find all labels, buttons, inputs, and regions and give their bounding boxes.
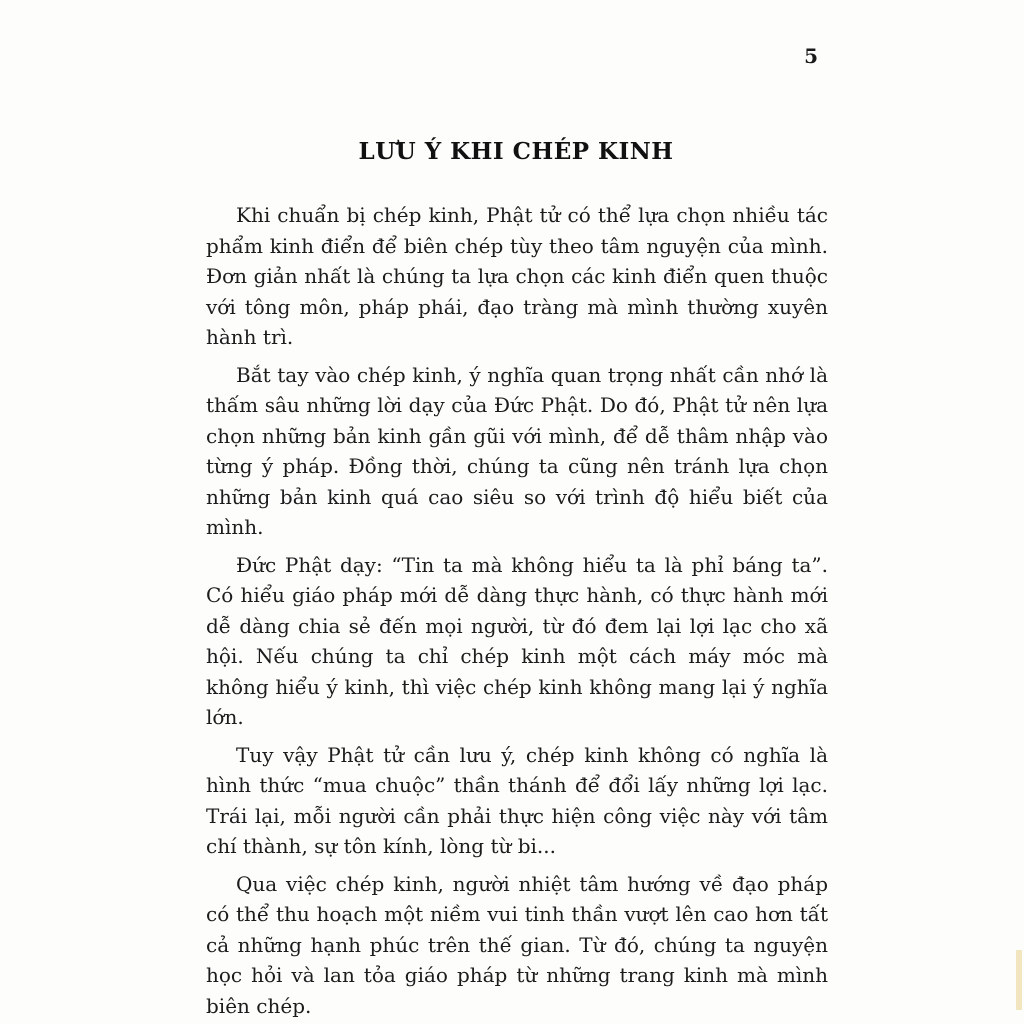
paragraph: Tuy vậy Phật tử cần lưu ý, chép kinh không có nghĩa là hình thức “mua chuộc” thần thánh để đổi lấy những lợi lạc. Trái lại, mỗi người cần phải thực hiện công việc này với tâm chí thành, sự tôn kính, lòng từ bi... bbox=[206, 742, 828, 858]
paragraph: Bắt tay vào chép kinh, ý nghĩa quan trọng nhất cần nhớ là thấm sâu những lời dạy của Đức Phật. Do đó, Phật tử nên lựa chọn những bản kinh gần gũi với mình, để dễ thâm nhập vào từng ý pháp. Đồng thời, chúng ta cũng nên tránh lựa chọn những bản kinh quá cao siêu so với trình độ hiểu biết của mình. bbox=[206, 362, 828, 539]
page-edge-mark bbox=[1016, 950, 1022, 1010]
paragraph: Đức Phật dạy: “Tin ta mà không hiểu ta là phỉ báng ta”. Có hiểu giáo pháp mới dễ dàng thực hành, có thực hành mới dễ dàng chia sẻ đến mọi người, từ đó đem lại lợi lạc cho xã hội. Nếu chúng ta chỉ chép kinh một cách máy móc mà không hiểu ý kinh, thì việc chép kinh không mang lại ý nghĩa lớn. bbox=[206, 552, 828, 729]
body-text bbox=[206, 200, 828, 1024]
page-title: LƯU Ý KHI CHÉP KINH bbox=[358, 138, 674, 165]
page-number: 5 bbox=[804, 44, 818, 68]
paragraph: Khi chuẩn bị chép kinh, Phật tử có thể lựa chọn nhiều tác phẩm kinh điển để biên chép tùy theo tâm nguyện của mình. Đơn giản nhất là chúng ta lựa chọn các kinh điển quen thuộc với tông môn, pháp phái, đạo tràng mà mình thường xuyên hành trì. bbox=[206, 203, 828, 349]
paragraph: Qua việc chép kinh, người nhiệt tâm hướng về đạo pháp có thể thu hoạch một niềm vui tinh thần vượt lên cao hơn tất cả những hạnh phúc trên thế gian. Từ đó, chúng ta nguyện học hỏi và lan tỏa giáo pháp từ những trang kinh mà mình biên chép. bbox=[206, 871, 828, 1018]
